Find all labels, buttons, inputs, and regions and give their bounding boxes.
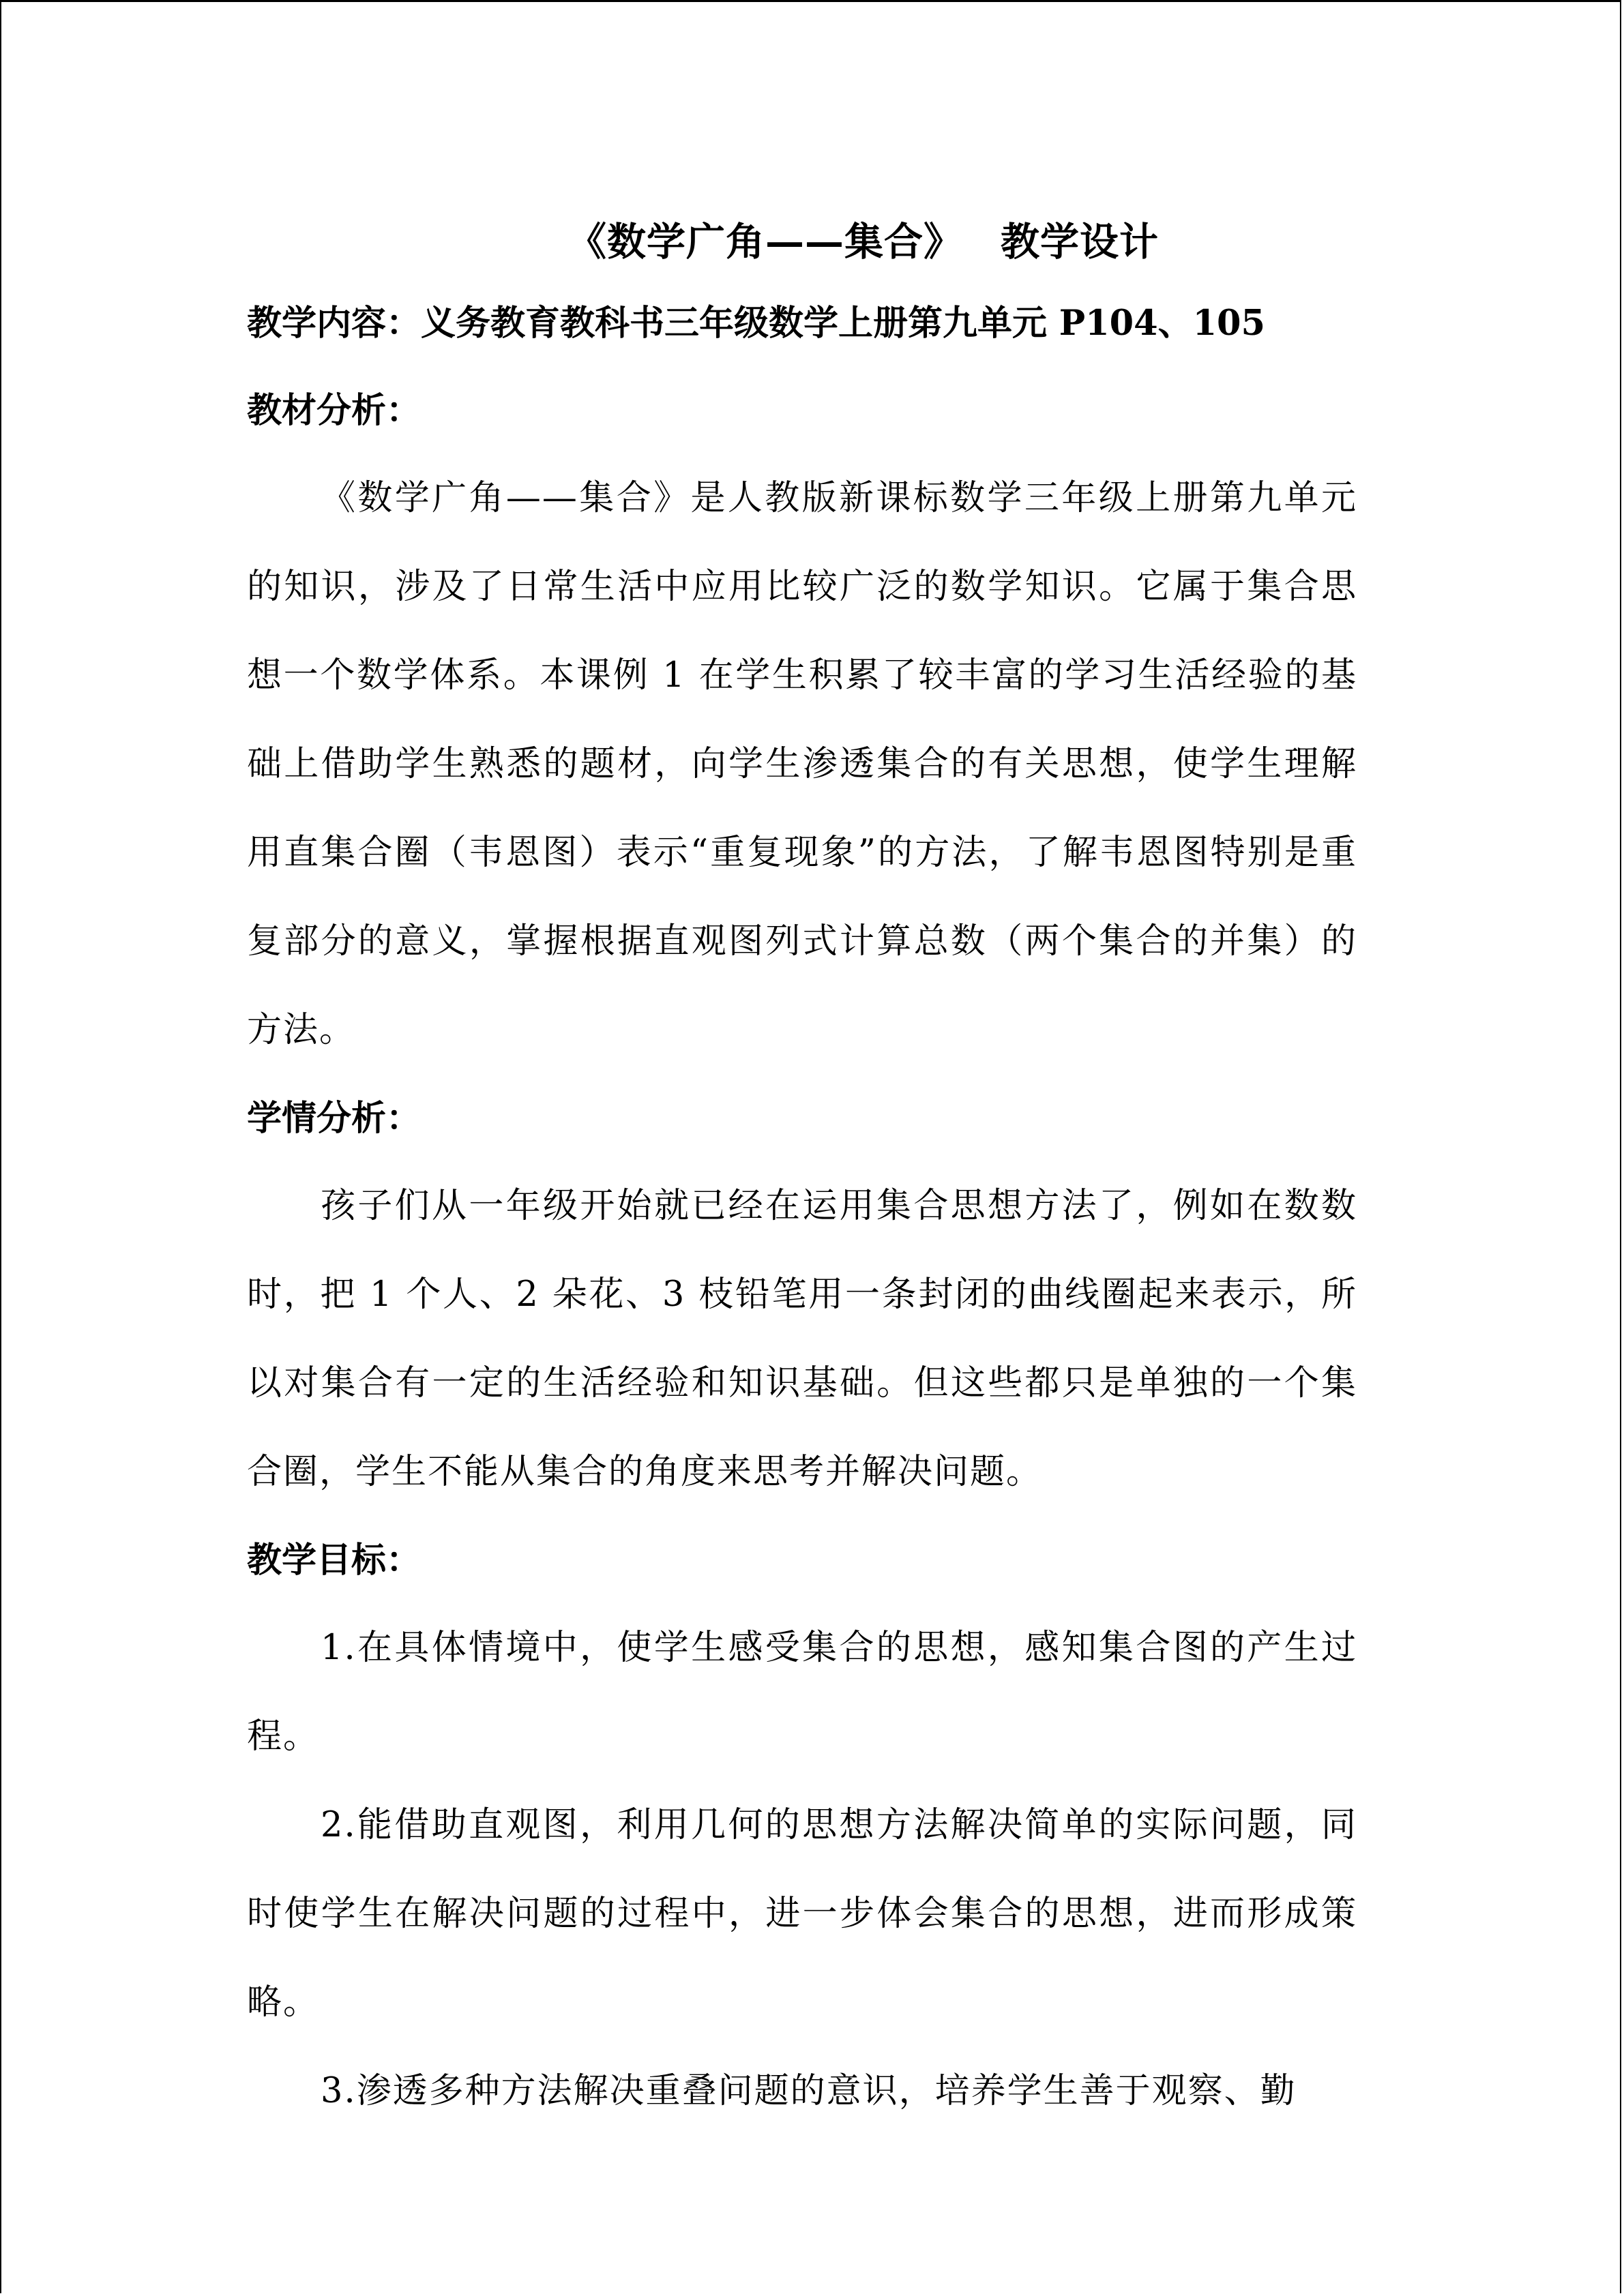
document-title [247,205,1357,280]
title-main: 《数学广角——集合》 [567,219,963,265]
section-heading-teaching-goals: 教学目标： [247,1540,422,1581]
section-heading-textbook-analysis: 教材分析： [247,390,422,431]
section-heading-student-analysis: 学情分析： [247,1098,422,1139]
paragraph-goal-2: 2.能借助直观图，利用几何的思想方法解决简单的实际问题，同时使学生在解决问题的过程中，进一步体会集合的思想，进而形成策略。 [247,1805,1357,2023]
title-sub: 教学设计 [1001,219,1159,265]
teaching-content-line: 教学内容：义务教育教科书三年级数学上册第九单元 P104、105 [247,303,1266,344]
paragraph-goal-3: 3.渗透多种方法解决重叠问题的意识，培养学生善于观察、勤 [321,2071,1297,2111]
paragraph-student-analysis: 孩子们从一年级开始就已经在运用集合思想方法了，例如在数数时，把 1 个人、2 朵花、3 枝铅笔用一条封闭的曲线圈起来表示，所以对集合有一定的生活经验和知识基础。但这些都只是单独的一个集合圈，学生不能从集合的角度来思考并解决问题。 [247,1186,1357,1492]
paragraph-goal-1: 1.在具体情境中，使学生感受集合的思想，感知集合图的产生过程。 [247,1628,1357,1757]
document-body [247,205,1357,2136]
paragraph-textbook-analysis: 《数学广角——集合》是人教版新课标数学三年级上册第九单元的知识，涉及了日常生活中应用比较广泛的数学知识。它属于集合思想一个数学体系。本课例 1 在学生积累了较丰富的学习生活经验的基础上借助学生熟悉的题材，向学生渗透集合的有关思想，使学生理解用直集合圈（韦恩图）表示“重复现象”的方法，了解韦恩图特别是重复部分的意义，掌握根据直观图列式计算总数（两个集合的并集）的方法。 [247,478,1357,1050]
